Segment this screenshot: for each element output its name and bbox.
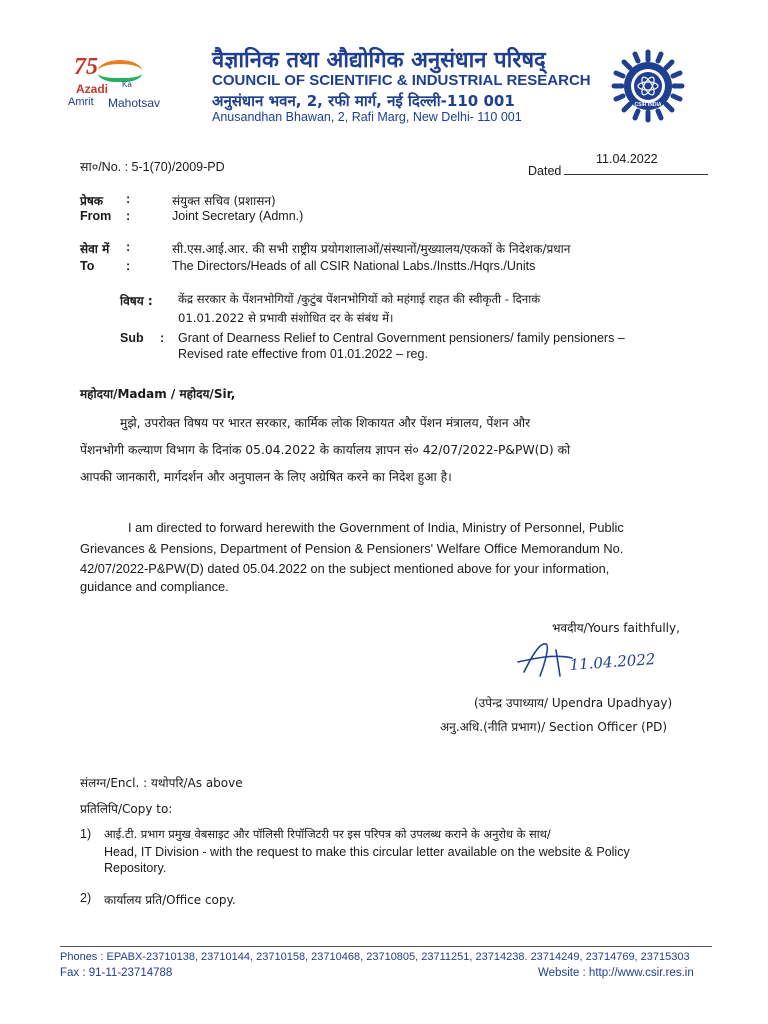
subject-label-english: Sub: [120, 331, 144, 345]
signatory-designation: अनु.अधि.(नीति प्रभाग)/ Section Officer (PD): [440, 720, 668, 734]
subject-line2-english: Revised rate effective from 01.01.2022 – reg.: [178, 347, 428, 361]
to-colon: :: [126, 240, 131, 254]
body-english-line4: guidance and compliance.: [80, 579, 229, 594]
subject-colon: :: [160, 331, 165, 345]
body-english-line3: 42/07/2022-P&PW(D) dated 05.04.2022 on the subject mentioned above for your information,: [80, 561, 610, 576]
csir-emblem-icon: [610, 48, 686, 124]
footer-phones: Phones : EPABX-23710138, 23710144, 23710158, 23710468, 23710805, 23711251, 23714238. 23714249, 23714769, 23715303: [60, 951, 690, 963]
from-value-hindi: संयुक्त सचिव (प्रशासन): [172, 194, 276, 208]
footer-website: Website : http://www.csir.res.in: [538, 967, 694, 979]
to-label-english: To: [80, 259, 95, 273]
footer-divider: [60, 946, 712, 947]
dated-label: Dated: [528, 164, 562, 178]
body-english-line1: I am directed to forward herewith the Government of India, Ministry of Personnel, Public: [128, 520, 624, 535]
letter-date: 11.04.2022: [596, 152, 658, 166]
footer-fax: Fax : 91-11-23714788: [60, 967, 173, 979]
org-address-hindi: अनुसंधान भवन, 2, रफी मार्ग, नई दिल्ली-110 001: [212, 92, 515, 110]
signature-date: 11.04.2022: [569, 650, 656, 674]
azadi-logo-75: 75: [74, 54, 98, 80]
reference-number: सा०/No. : 5-1(70)/2009-PD: [80, 160, 225, 174]
body-hindi-line3: आपकी जानकारी, मार्गदर्शन और अनुपालन के लिए अग्रेषित करने का निदेश हुआ है।: [80, 470, 452, 484]
csir-logo-text: CSIR INDIA: [634, 102, 662, 108]
body-hindi-line1: मुझे, उपरोक्त विषय पर भारत सरकार, कार्मिक लोक शिकायत और पेंशन मंत्रालय, पेंशन और: [120, 416, 531, 430]
azadi-logo-mahotsav: Mahotsav: [108, 96, 161, 110]
subject-line2-hindi: 01.01.2022 से प्रभावी संशोधित दर के संबंध में।: [178, 311, 394, 325]
to-value-english: The Directors/Heads of all CSIR National Labs./Instts./Hqrs./Units: [172, 259, 536, 273]
from-value-english: Joint Secretary (Admn.): [172, 209, 304, 223]
yours-faithfully: भवदीय/Yours faithfully,: [552, 621, 680, 635]
org-address-english: Anusandhan Bhawan, 2, Rafi Marg, New Delhi- 110 001: [212, 110, 522, 124]
azadi-logo-amrit: Amrit: [68, 96, 94, 108]
signatory-name: (उपेन्द्र उपाध्याय/ Upendra Upadhyay): [474, 696, 673, 710]
enclosure: संलग्न/Encl. : यथोपरि/As above: [80, 776, 243, 790]
azadi-flag-swoosh-icon: [98, 60, 142, 82]
copy-item1-english-line1: Head, IT Division - with the request to make this circular letter available on the website & Policy: [104, 845, 630, 859]
dated-underline: [564, 174, 708, 175]
salutation: महोदया/Madam / महोदय/Sir,: [80, 387, 236, 401]
from-colon-en: :: [126, 209, 131, 223]
to-colon-en: :: [126, 259, 131, 273]
org-name-hindi: वैज्ञानिक तथा औद्योगिक अनुसंधान परिषद्: [212, 48, 546, 73]
azadi-ka-amrit-mahotsav-logo: [68, 52, 180, 116]
copy-item1-number: 1): [80, 827, 92, 841]
subject-line1-english: Grant of Dearness Relief to Central Government pensioners/ family pensioners –: [178, 331, 625, 345]
to-value-hindi: सी.एस.आई.आर. की सभी राष्ट्रीय प्रयोगशालाओं/संस्थानों/मुख्यालय/एककों के निदेशक/प्रधान: [172, 242, 571, 256]
copy-item2: कार्यालय प्रति/Office copy.: [104, 893, 236, 907]
copy-to-label: प्रतिलिपि/Copy to:: [80, 802, 173, 816]
copy-item1-hindi: आई.टी. प्रभाग प्रमुख वेबसाइट और पॉलिसी रिपॉजिटरी पर इस परिपत्र को उपलब्ध कराने के अनुरोध के साथ/: [104, 827, 551, 841]
subject-label-hindi: विषय :: [120, 294, 153, 308]
copy-item2-number: 2): [80, 891, 92, 905]
azadi-logo-ka: Ka: [122, 80, 132, 89]
org-name-english: COUNCIL OF SCIENTIFIC & INDUSTRIAL RESEARCH: [212, 72, 591, 89]
azadi-logo-azadi: Azadi: [76, 82, 109, 96]
from-label-english: From: [80, 209, 112, 223]
from-colon: :: [126, 192, 131, 206]
handwritten-signature: [510, 636, 690, 680]
from-label-hindi: प्रेषक: [80, 194, 103, 208]
to-label-hindi: सेवा में: [80, 242, 110, 256]
body-english-line2: Grievances & Pensions, Department of Pension & Pensioners' Welfare Office Memorandum No.: [80, 541, 624, 556]
copy-item1-english-line2: Repository.: [104, 861, 167, 875]
subject-line1-hindi: केंद्र सरकार के पेंशनभोगियों /कुटुंब पेंशनभोगियों को महंगाई राहत की स्वीकृती - दिनाकं: [178, 292, 541, 306]
body-hindi-line2: पेंशनभोगी कल्याण विभाग के दिनांक 05.04.2022 के कार्यालय ज्ञापन सं० 42/07/2022-P&PW(D) को: [80, 443, 571, 457]
